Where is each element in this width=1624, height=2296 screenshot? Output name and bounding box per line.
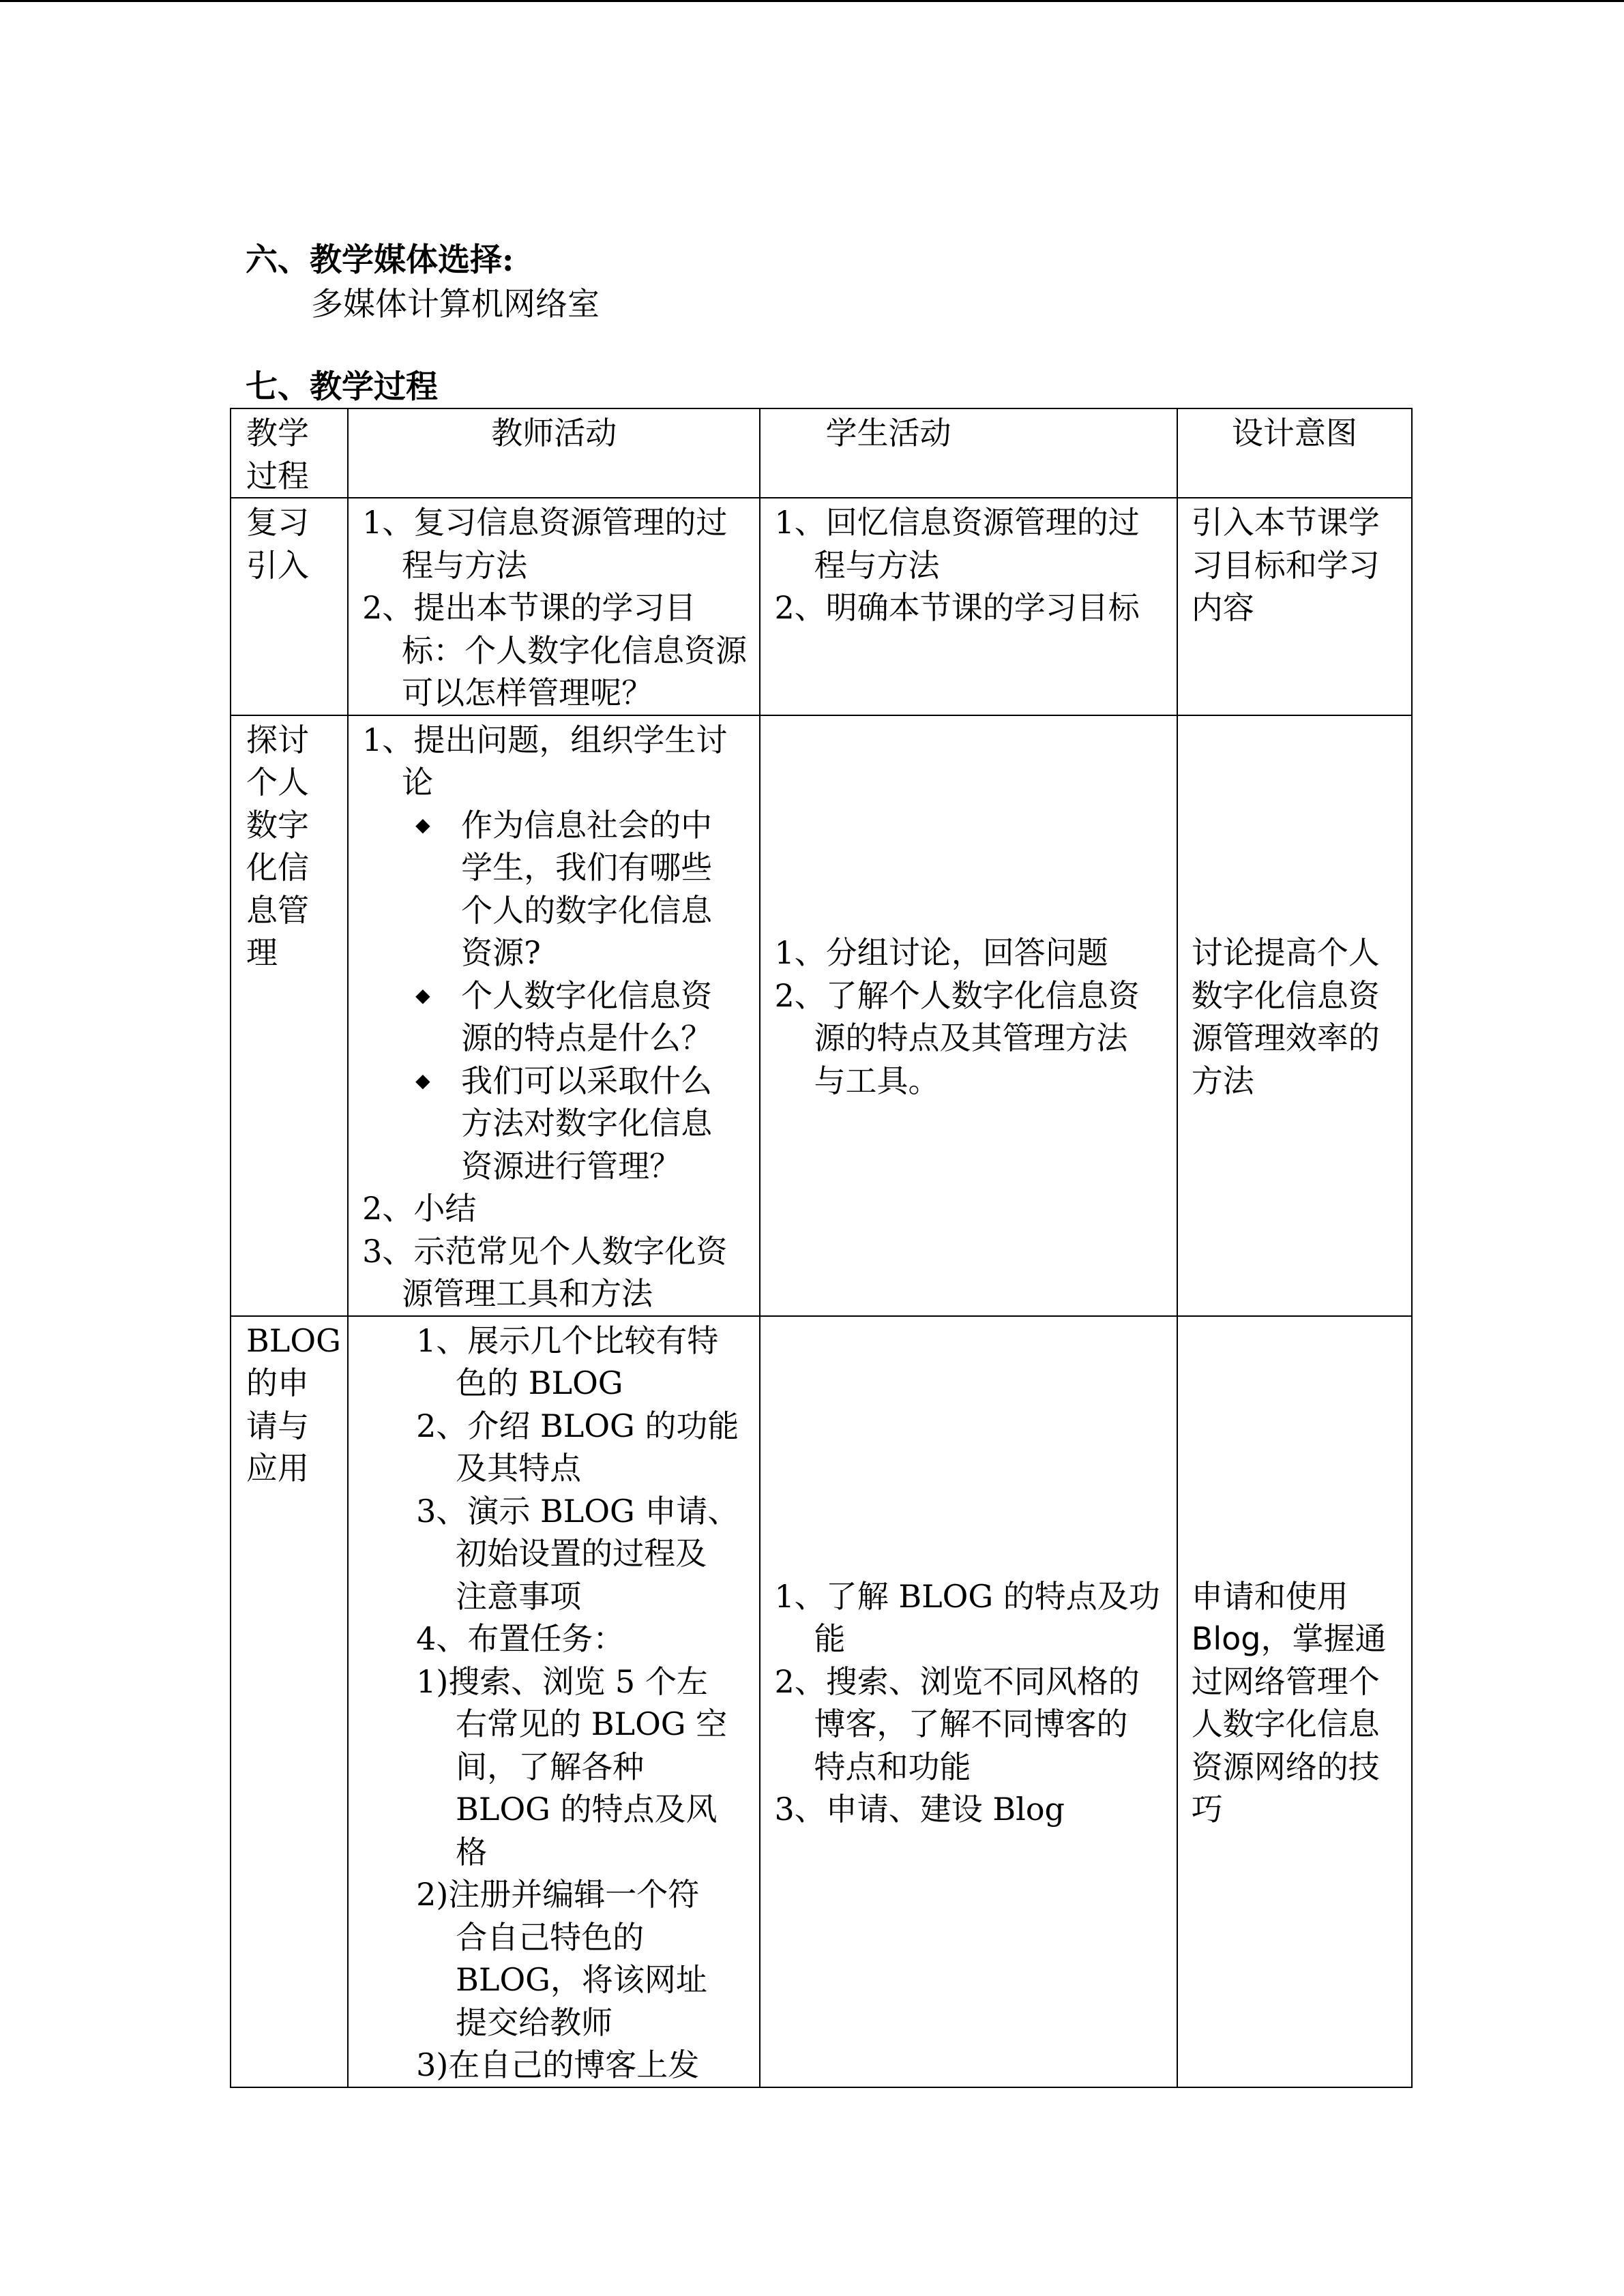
header-student: 学生活动 xyxy=(760,408,1177,498)
item-line: 学生，我们有哪些 xyxy=(461,849,713,886)
cell-line: 引入 xyxy=(246,546,309,584)
cell-line: 息管 xyxy=(246,891,309,929)
cell-line: 个人 xyxy=(246,764,309,801)
item-line: 与工具。 xyxy=(814,1062,940,1099)
teacher-cell xyxy=(348,498,760,715)
student-cell xyxy=(760,498,1177,715)
teacher-cell xyxy=(348,715,760,1316)
sub-numbered-item xyxy=(362,1660,752,1874)
item-line: 源的特点是什么？ xyxy=(461,1019,713,1056)
item-line: 2、搜索、浏览不同风格的 xyxy=(774,1663,1140,1700)
numbered-item xyxy=(362,1230,752,1315)
cell-line: Blog，掌握通 xyxy=(1191,1620,1387,1657)
numbered-item xyxy=(774,1575,1169,1660)
item-line: 1、提出问题，组织学生讨 xyxy=(362,721,728,758)
item-line: 2、介绍 BLOG 的功能 xyxy=(416,1407,739,1444)
item-line: BLOG 的特点及风 xyxy=(456,1791,718,1828)
numbered-item xyxy=(774,1660,1169,1789)
cell-line: 应用 xyxy=(246,1450,309,1487)
stage-cell xyxy=(231,498,348,715)
table-row xyxy=(231,1316,1412,2087)
item-line: 论 xyxy=(402,764,434,801)
item-line: 标：个人数字化信息资源 xyxy=(402,631,748,669)
item-line: 资源? xyxy=(461,934,541,971)
cell-line: 巧 xyxy=(1191,1791,1223,1828)
item-line: 2、提出本节课的学习目 xyxy=(362,589,696,626)
item-line: 源管理工具和方法 xyxy=(402,1275,653,1312)
table-row xyxy=(231,498,1412,715)
numbered-item xyxy=(362,1617,752,1660)
numbered-item xyxy=(362,501,752,586)
cell-line: 习目标和学习 xyxy=(1191,546,1380,584)
cell-line: 引入本节课学 xyxy=(1191,504,1380,541)
header-teacher: 教师活动 xyxy=(348,408,760,498)
cell-line: 数字化信息资 xyxy=(1191,976,1380,1014)
numbered-item xyxy=(362,1405,752,1490)
item-line: 能 xyxy=(814,1620,846,1657)
numbered-item xyxy=(362,1490,752,1618)
item-line: BLOG，将该网址 xyxy=(456,1961,707,1998)
item-line: 方法对数字化信息 xyxy=(461,1105,713,1142)
numbered-item xyxy=(774,974,1169,1103)
cell-line: 方法 xyxy=(1191,1062,1254,1099)
item-line: 及其特点 xyxy=(456,1450,582,1487)
item-line: 1)搜索、浏览 5 个左 xyxy=(416,1663,708,1700)
item-line: 格 xyxy=(456,1833,488,1870)
sub-numbered-item xyxy=(362,1873,752,2044)
cell-line: 源管理效率的 xyxy=(1191,1019,1380,1056)
student-cell xyxy=(760,715,1177,1316)
student-cell xyxy=(760,1316,1177,2087)
item-line: 间，了解各种 xyxy=(456,1748,645,1785)
cell-line: 申请和使用 xyxy=(1191,1577,1348,1615)
item-line: 个人数字化信息资 xyxy=(461,976,713,1014)
item-line: 可以怎样管理呢？ xyxy=(402,674,653,711)
cell-line: BLOG xyxy=(246,1322,341,1359)
item-line: 右常见的 BLOG 空 xyxy=(456,1705,728,1742)
item-line: 我们可以采取什么 xyxy=(461,1062,713,1099)
item-line: 1、展示几个比较有特 xyxy=(416,1322,719,1359)
numbered-item xyxy=(362,586,752,715)
item-line: 作为信息社会的中 xyxy=(461,806,713,844)
item-line: 3)在自己的博客上发 xyxy=(416,2046,700,2083)
item-line: 注意事项 xyxy=(456,1577,582,1615)
cell-line: 探讨 xyxy=(246,721,309,758)
item-line: 1、了解 BLOG 的特点及功 xyxy=(774,1577,1160,1615)
item-line: 程与方法 xyxy=(402,546,528,584)
diamond-bullet-icon: ◆ xyxy=(415,1069,430,1092)
diamond-bullet-icon: ◆ xyxy=(415,813,430,836)
section7-heading: 七、教学过程 xyxy=(246,368,438,406)
header-intent: 设计意图 xyxy=(1177,408,1412,498)
item-line: 提交给教师 xyxy=(456,2003,613,2041)
numbered-item xyxy=(774,586,1169,629)
item-line: 合自己特色的 xyxy=(456,1918,645,1956)
numbered-item xyxy=(362,719,752,804)
intent-cell xyxy=(1177,498,1412,715)
numbered-item xyxy=(362,1187,752,1230)
item-line: 初始设置的过程及 xyxy=(456,1535,707,1572)
intent-cell xyxy=(1177,715,1412,1316)
numbered-item xyxy=(774,1788,1169,1831)
bullet-item xyxy=(362,974,752,1060)
item-line: 3、示范常见个人数字化资 xyxy=(362,1232,728,1270)
bullet-item xyxy=(362,804,752,974)
item-line: 色的 BLOG xyxy=(456,1365,623,1401)
page-top-border xyxy=(0,0,1624,2)
sub-numbered-item xyxy=(362,2044,752,2087)
header-stage-line: 教学 xyxy=(246,415,309,451)
item-line: 源的特点及其管理方法 xyxy=(814,1019,1128,1056)
item-line: 资源进行管理？ xyxy=(461,1147,681,1184)
item-line: 特点和功能 xyxy=(814,1748,971,1785)
section6-content: 多媒体计算机网络室 xyxy=(311,286,600,323)
cell-line: 资源网络的技 xyxy=(1191,1748,1380,1785)
item-line: 1、分组讨论，回答问题 xyxy=(774,934,1108,971)
header-stage-line: 过程 xyxy=(246,457,309,494)
teaching-process-table xyxy=(230,408,1413,2088)
cell-line: 复习 xyxy=(246,504,309,541)
item-line: 博客，了解不同博客的 xyxy=(814,1705,1128,1742)
cell-line: 的申 xyxy=(246,1365,309,1401)
teacher-cell xyxy=(348,1316,760,2087)
numbered-item xyxy=(362,1320,752,1405)
numbered-item xyxy=(774,931,1169,974)
item-line: 4、布置任务： xyxy=(416,1620,625,1657)
table-header-row xyxy=(231,408,1412,498)
diamond-bullet-icon: ◆ xyxy=(415,983,430,1007)
item-line: 2)注册并编辑一个符 xyxy=(416,1876,700,1913)
cell-line: 数字 xyxy=(246,806,309,844)
cell-line: 过网络管理个 xyxy=(1191,1663,1380,1700)
item-line: 1、回忆信息资源管理的过 xyxy=(774,504,1140,541)
bullet-item xyxy=(362,1060,752,1188)
item-line: 个人的数字化信息 xyxy=(461,891,713,929)
cell-line: 内容 xyxy=(1191,589,1254,626)
header-stage xyxy=(231,408,348,498)
numbered-item xyxy=(774,501,1169,586)
item-line: 2、明确本节课的学习目标 xyxy=(774,589,1140,626)
intent-cell xyxy=(1177,1316,1412,2087)
item-line: 程与方法 xyxy=(814,546,940,584)
stage-cell xyxy=(231,715,348,1316)
stage-cell xyxy=(231,1316,348,2087)
item-line: 3、演示 BLOG 申请、 xyxy=(416,1492,739,1530)
item-line: 1、复习信息资源管理的过 xyxy=(362,504,728,541)
table-row xyxy=(231,715,1412,1316)
cell-line: 理 xyxy=(246,934,278,971)
item-line: 2、小结 xyxy=(362,1190,477,1227)
cell-line: 请与 xyxy=(246,1407,309,1444)
section6-heading: 六、教学媒体选择: xyxy=(246,241,514,279)
cell-line: 化信 xyxy=(246,849,309,886)
item-line: 2、了解个人数字化信息资 xyxy=(774,976,1140,1014)
item-line: 3、申请、建设 Blog xyxy=(774,1791,1065,1828)
cell-line: 讨论提高个人 xyxy=(1191,934,1380,971)
cell-line: 人数字化信息 xyxy=(1191,1705,1380,1742)
